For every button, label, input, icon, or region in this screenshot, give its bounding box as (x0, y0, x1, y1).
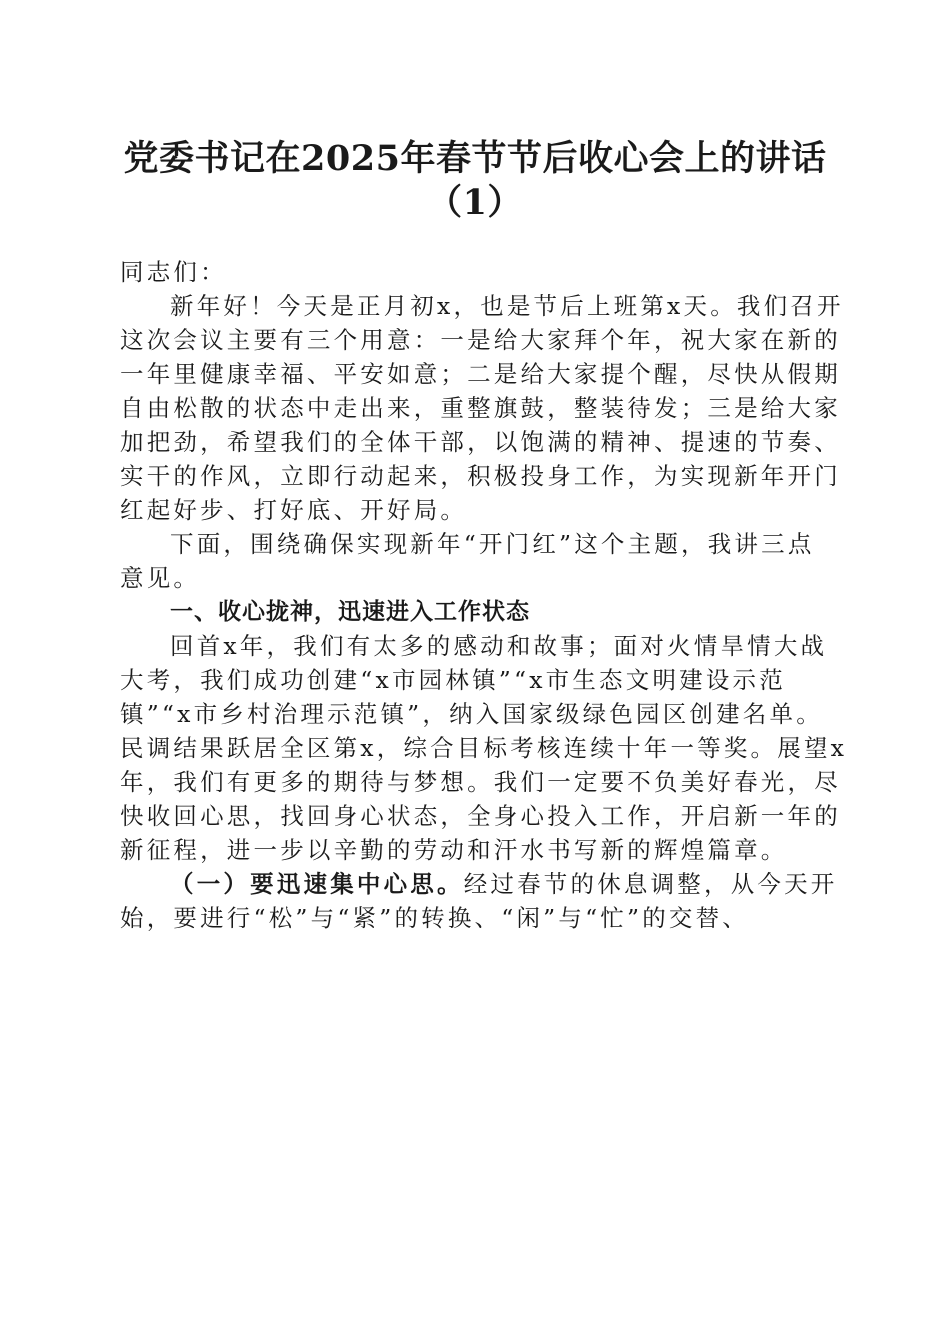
document-title-line1: 党委书记在2025年春节节后收心会上的讲话 (123, 138, 827, 179)
paragraph-line: 这次会议主要有三个用意：一是给大家拜个年，祝大家在新的 (120, 326, 841, 354)
paragraph-line: 年，我们有更多的期待与梦想。我们一定要不负美好春光，尽 (120, 768, 841, 796)
paragraph-line: 大考，我们成功创建“x市园林镇”“x市生态文明建设示范 (120, 666, 786, 694)
paragraph-line (120, 867, 838, 901)
paragraph-line: 实干的作风，立即行动起来，积极投身工作，为实现新年开门 (120, 462, 841, 490)
paragraph-line: 新年好！今天是正月初x，也是节后上班第x天。我们召开 (170, 292, 844, 320)
paragraph-line: 加把劲，希望我们的全体干部，以饱满的精神、提速的节奏、 (120, 428, 841, 456)
document-title-line2: （1） (427, 182, 523, 223)
subsection-heading: （一）要迅速集中心思。 (170, 870, 464, 898)
paragraph-line: 红起好步、打好底、开好局。 (120, 496, 468, 524)
paragraph-text: 经过春节的休息调整，从今天开 (463, 870, 838, 898)
paragraph-line: 自由松散的状态中走出来，重整旗鼓，整装待发；三是给大家 (120, 394, 841, 422)
paragraph-line: 民调结果跃居全区第x，综合目标考核连续十年一等奖。展望x (120, 734, 848, 762)
paragraph-line: 一年里健康幸福、平安如意；二是给大家提个醒，尽快从假期 (120, 360, 841, 388)
document-body (120, 255, 848, 935)
paragraph-line: 镇”“x市乡村治理示范镇”，纳入国家级绿色园区创建名单。 (120, 700, 823, 728)
paragraph-line: 快收回心思，找回身心状态，全身心投入工作，开启新一年的 (120, 802, 841, 830)
paragraph-line: 始，要进行“松”与“紧”的转换、“闲”与“忙”的交替、 (120, 904, 750, 932)
paragraph-line: 回首x年，我们有太多的感动和故事；面对火情旱情大战 (170, 632, 828, 660)
paragraph-line: 新征程，进一步以辛勤的劳动和汗水书写新的辉煌篇章。 (120, 836, 788, 864)
section-heading: 一、收心拢神，迅速进入工作状态 (170, 599, 530, 625)
paragraph-line: 意见。 (120, 564, 201, 592)
salutation: 同志们： (120, 258, 227, 286)
paragraph-line: 下面，围绕确保实现新年“开门红”这个主题，我讲三点 (170, 530, 815, 558)
